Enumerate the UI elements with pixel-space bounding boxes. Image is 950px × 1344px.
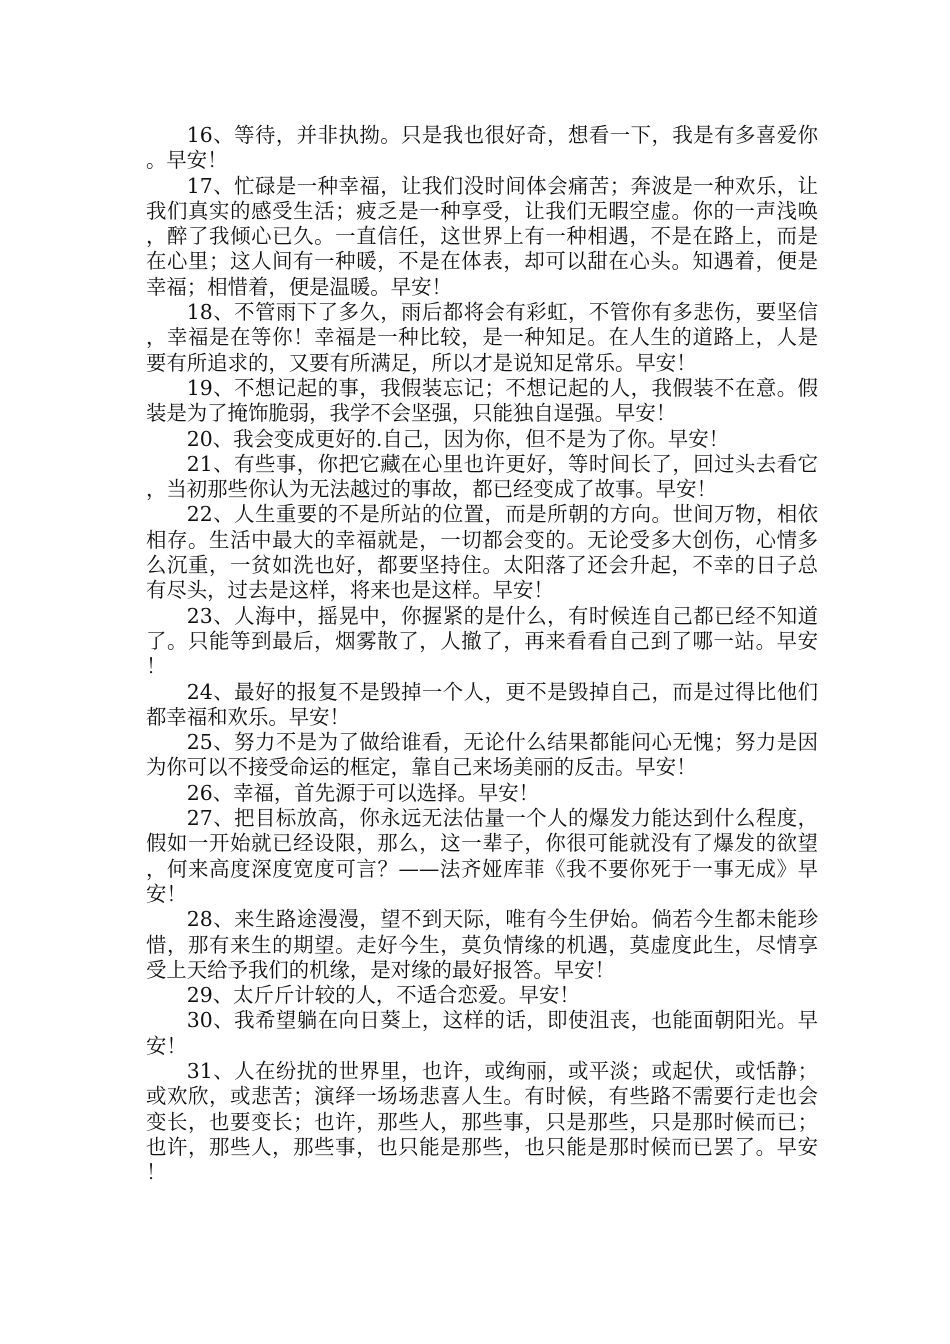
paragraph-22: 22、人生重要的不是所站的位置，而是所朝的方向。世间万物，相依相存。生活中最大的幸福就是，一切都会变的。无论受多大创伤，心情多么沉重，一贫如洗也好，都要坚持住。太阳落了还会升起，不幸的日子总有尽头，过去是这样，将来也是这样。早安！ bbox=[146, 502, 818, 603]
paragraph-23: 23、人海中，摇晃中，你握紧的是什么，有时候连自己都已经不知道了。只能等到最后，烟雾散了，人撤了，再来看看自己到了哪一站。早安！ bbox=[146, 603, 818, 679]
paragraph-25: 25、努力不是为了做给谁看，无论什么结果都能问心无愧；努力是因为你可以不接受命运的框定，靠自己来场美丽的反击。早安！ bbox=[146, 730, 818, 780]
paragraph-26: 26、幸福，首先源于可以选择。早安！ bbox=[186, 780, 539, 805]
paragraph-16: 16、等待，并非执拗。只是我也很好奇，想看一下，我是有多喜爱你。早安！ bbox=[146, 123, 818, 173]
paragraph-21: 21、有些事，你把它藏在心里也许更好，等时间长了，回过头去看它，当初那些你认为无法越过的事故，都已经变成了故事。早安！ bbox=[146, 451, 818, 502]
document-page bbox=[146, 123, 818, 1185]
paragraph-30: 30、我希望躺在向日葵上，这样的话，即使沮丧，也能面朝阳光。早安！ bbox=[146, 1008, 818, 1058]
paragraph-20: 20、我会变成更好的.自己，因为你，但不是为了你。早安！ bbox=[186, 426, 729, 451]
paragraph-27: 27、把目标放高，你永远无法估量一个人的爆发力能达到什么程度，假如一开始就已经设限，那么，这一辈子，你很可能就没有了爆发的欲望，何来高度深度宽度可言？——法齐娅库菲《我不要你死于一事无成》早安！ bbox=[146, 806, 818, 906]
paragraph-18: 18、不管雨下了多久，雨后都将会有彩虹，不管你有多悲伤，要坚信，幸福是在等你！幸福是一种比较，是一种知足。在人生的道路上，人是要有所追求的，又要有所满足，所以才是说知足常乐。早安！ bbox=[146, 300, 818, 375]
paragraph-17: 17、忙碌是一种幸福，让我们没时间体会痛苦；奔波是一种欢乐，让我们真实的感受生活；疲乏是一种享受，让我们无暇空虚。你的一声浅唤，醉了我倾心已久。一直信任，这世界上有一种相遇，不是在路上，而是在心里；这人间有一种暖，不是在体表，却可以甜在心头。知遇着，便是幸福；相惜着，便是温暖。早安！ bbox=[146, 173, 818, 299]
paragraph-24: 24、最好的报复不是毁掉一个人，更不是毁掉自己，而是过得比他们都幸福和欢乐。早安！ bbox=[146, 679, 818, 729]
paragraph-31: 31、人在纷扰的世界里，也许，或绚丽，或平淡；或起伏，或恬静；或欢欣，或悲苦；演绎一场场悲喜人生。有时候，有些路不需要行走也会变长，也要变长；也许，那些人，那些事，只是那些，只是那时候而已；也许，那些人，那些事，也只能是那些，也只能是那时候而已罢了。早安！ bbox=[146, 1058, 818, 1185]
paragraph-19: 19、不想记起的事，我假装忘记；不想记起的人，我假装不在意。假装是为了掩饰脆弱，我学不会坚强，只能独自逞强。早安！ bbox=[146, 375, 818, 426]
paragraph-28: 28、来生路途漫漫，望不到天际，唯有今生伊始。倘若今生都未能珍惜，那有来生的期望。走好今生，莫负情缘的机遇，莫虚度此生，尽情享受上天给予我们的机缘，是对缘的最好报答。早安！ bbox=[146, 907, 818, 982]
paragraph-29: 29、太斤斤计较的人，不适合恋爱。早安！ bbox=[186, 983, 580, 1008]
